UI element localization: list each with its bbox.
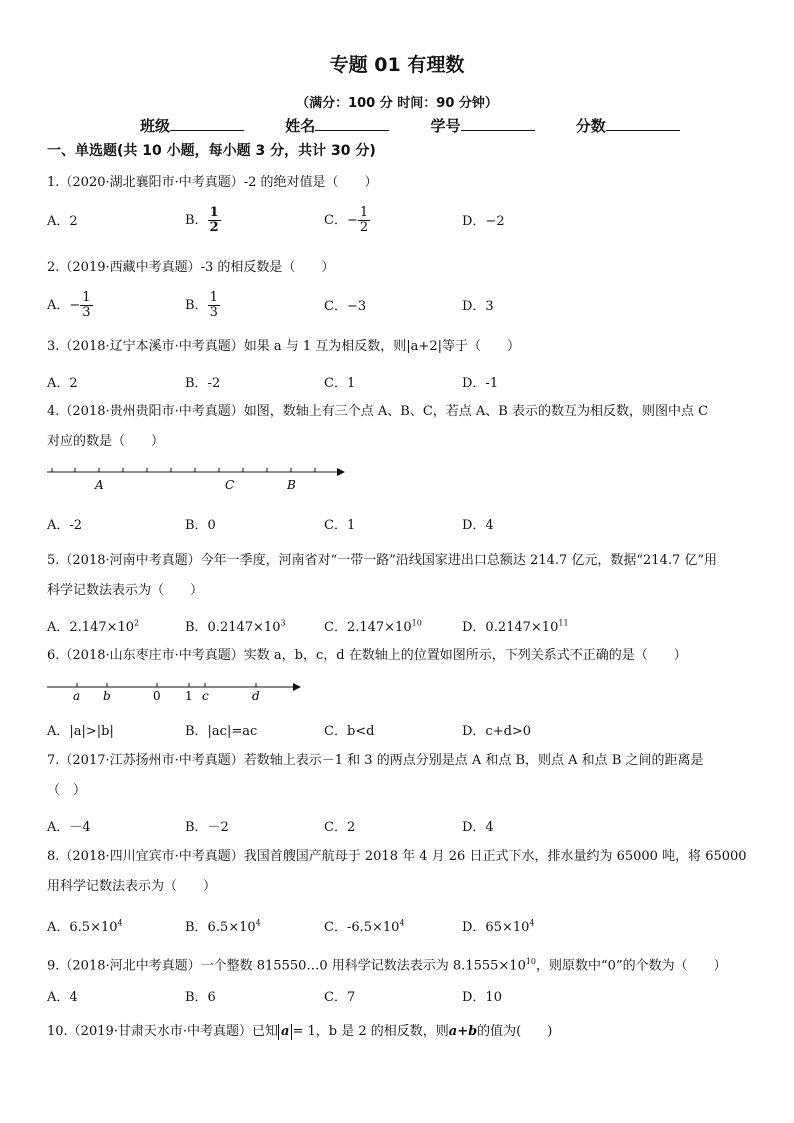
one-label: 1 bbox=[185, 689, 193, 703]
question-9 bbox=[47, 947, 747, 981]
question-text-mid: ，b 是 2 的相反数，则 bbox=[315, 1024, 449, 1039]
question-8-options bbox=[47, 916, 747, 944]
question-9-options bbox=[47, 986, 747, 1014]
absolute-value: a bbox=[278, 1024, 292, 1040]
option-a[interactable]: A．4 bbox=[47, 990, 78, 1005]
option-b[interactable]: B．0 bbox=[185, 518, 216, 533]
exponent: 11 bbox=[558, 618, 569, 628]
question-6-options bbox=[47, 720, 747, 748]
option-text: C．-6.5×10 bbox=[324, 920, 400, 935]
class-label: 班级 bbox=[140, 117, 171, 135]
option-b[interactable]: B．6 bbox=[185, 990, 216, 1005]
fraction bbox=[208, 206, 221, 235]
exponent: 4 bbox=[255, 918, 261, 928]
option-d[interactable]: D．4 bbox=[462, 518, 494, 533]
exponent: 4 bbox=[399, 918, 405, 928]
numerator: 1 bbox=[209, 205, 219, 220]
option-a[interactable]: A．－4 bbox=[47, 820, 91, 835]
option-d[interactable] bbox=[462, 916, 535, 935]
zero-label: 0 bbox=[153, 689, 161, 703]
student-info-fields bbox=[140, 115, 740, 136]
point-b-label: B bbox=[287, 478, 296, 492]
question-text-tail: 的值为( ) bbox=[477, 1024, 553, 1039]
score-label: 分数 bbox=[575, 117, 606, 135]
option-c[interactable] bbox=[324, 616, 422, 635]
fraction bbox=[80, 291, 92, 320]
question-3: 3.（2018·辽宁本溪市·中考真题）如果 a 与 1 互为相反数，则|a+2|等于（ ） bbox=[47, 339, 520, 354]
class-blank[interactable] bbox=[170, 116, 244, 131]
numerator: 1 bbox=[82, 290, 91, 305]
question-7-cont: （ ） bbox=[47, 783, 87, 798]
axis-arrow bbox=[337, 468, 345, 476]
id-blank[interactable] bbox=[461, 116, 535, 131]
score-blank[interactable] bbox=[606, 116, 680, 131]
question-2-options bbox=[47, 290, 747, 323]
question-4: 4.（2018·贵州贵阳市·中考真题）如图，数轴上有三个点 A、B、C，若点 A、B 表示的数互为相反数，则图中点 C bbox=[47, 404, 709, 419]
point-b-label: b bbox=[103, 689, 111, 703]
option-d[interactable]: D．4 bbox=[462, 820, 494, 835]
option-a[interactable]: A．-2 bbox=[47, 518, 83, 533]
section-heading: 一、单选题(共 10 小题，每小题 3 分，共计 30 分) bbox=[47, 143, 376, 159]
question-8: 8.（2018·四川宜宾市·中考真题）我国首艘国产航母于 2018 年 4 月 26 日正式下水，排水量约为 65000 吨，将 65000 bbox=[47, 849, 747, 864]
denominator: 3 bbox=[209, 305, 218, 320]
option-c[interactable] bbox=[324, 916, 405, 935]
option-a[interactable]: A．2 bbox=[47, 214, 78, 229]
option-c[interactable]: C．2 bbox=[324, 820, 356, 835]
question-7: 7.（2017·江苏扬州市·中考真题）若数轴上表示－1 和 3 的两点分别是点 A 和点 B，则点 A 和点 B 之间的距离是 bbox=[47, 753, 704, 768]
option-d[interactable] bbox=[462, 616, 569, 635]
point-a-label: A bbox=[95, 478, 104, 492]
numerator: 1 bbox=[359, 205, 369, 220]
option-text: A．6.5×10 bbox=[47, 920, 118, 935]
question-1-options bbox=[47, 205, 747, 238]
option-b[interactable] bbox=[185, 206, 221, 235]
option-text: D．0.2147×10 bbox=[462, 620, 559, 635]
option-prefix: A．− bbox=[47, 298, 81, 313]
option-prefix: B． bbox=[185, 298, 208, 313]
axis-ticks bbox=[52, 468, 315, 472]
numerator: 1 bbox=[209, 290, 218, 305]
page-subtitle: （满分：100 分 时间：90 分钟） bbox=[296, 96, 498, 111]
question-text: 9.（2018·河北中考真题）一个整数 815550…0 用科学记数法表示为 8.1555×10 bbox=[47, 958, 526, 974]
question-2: 2.（2019·西藏中考真题）-3 的相反数是（ ） bbox=[47, 260, 335, 275]
question-1: 1.（2020·湖北襄阳市·中考真题）-2 的绝对值是（ ） bbox=[47, 175, 378, 190]
question-5-options bbox=[47, 616, 747, 644]
exponent: 2 bbox=[134, 618, 140, 628]
page-title: 专题 01 有理数 bbox=[329, 54, 465, 76]
expression: a+b bbox=[448, 1024, 478, 1039]
name-blank[interactable] bbox=[315, 116, 389, 131]
point-c-label: c bbox=[202, 689, 209, 703]
exponent: 3 bbox=[280, 618, 286, 628]
option-b[interactable]: B．-2 bbox=[185, 376, 221, 391]
point-d-label: d bbox=[252, 689, 260, 703]
option-d[interactable]: D．−2 bbox=[462, 214, 505, 229]
option-c[interactable] bbox=[324, 206, 370, 235]
option-text: D．65×10 bbox=[462, 920, 530, 935]
option-text: C．2.147×10 bbox=[324, 620, 412, 635]
question-7-options bbox=[47, 816, 747, 844]
question-5: 5.（2018·河南中考真题）今年一季度，河南省对“一带一路”沿线国家进出口总额达 214.7 亿元，数据“214.7 亿”用 bbox=[47, 553, 718, 568]
option-text: A．2.147×10 bbox=[47, 620, 135, 635]
option-a[interactable]: A．2 bbox=[47, 376, 78, 391]
question-4-cont: 对应的数是（ ） bbox=[47, 434, 165, 449]
option-c[interactable]: C．1 bbox=[324, 518, 356, 533]
exponent: 10 bbox=[411, 618, 422, 628]
question-text-tail: ，则原数中“0”的个数为（ ） bbox=[536, 958, 727, 974]
question-text: 10.（2019·甘肃天水市·中考真题）已知 bbox=[47, 1024, 279, 1039]
axis-ticks bbox=[77, 683, 256, 687]
equation: = 1 bbox=[292, 1024, 316, 1039]
number-line-q4 bbox=[47, 462, 347, 494]
option-c[interactable]: C．7 bbox=[324, 990, 356, 1005]
exponent: 10 bbox=[525, 957, 537, 966]
point-c-label: C bbox=[225, 478, 235, 492]
number-line-q6 bbox=[47, 676, 307, 706]
name-label: 姓名 bbox=[285, 117, 316, 135]
option-c[interactable]: C．1 bbox=[324, 376, 356, 391]
option-d[interactable]: D．c+d>0 bbox=[462, 724, 532, 739]
option-a[interactable] bbox=[47, 291, 93, 320]
option-d[interactable]: D．10 bbox=[462, 990, 502, 1005]
option-b[interactable] bbox=[185, 616, 286, 635]
option-b[interactable]: B．－2 bbox=[185, 820, 229, 835]
option-text: B．0.2147×10 bbox=[185, 620, 281, 635]
option-c[interactable]: C．b<d bbox=[324, 724, 375, 739]
option-a[interactable]: A．|a|>|b| bbox=[47, 724, 114, 739]
option-a[interactable] bbox=[47, 916, 123, 935]
fraction bbox=[208, 291, 220, 320]
exponent: 4 bbox=[529, 918, 535, 928]
option-prefix: B． bbox=[185, 213, 208, 228]
option-a[interactable] bbox=[47, 616, 139, 635]
id-label: 学号 bbox=[430, 117, 461, 135]
fraction bbox=[358, 206, 370, 235]
option-d[interactable]: D．-1 bbox=[462, 376, 499, 391]
question-5-cont: 科学记数法表示为（ ） bbox=[47, 583, 204, 598]
option-c[interactable]: C．−3 bbox=[324, 299, 367, 314]
option-prefix: C．− bbox=[324, 213, 358, 228]
option-b[interactable] bbox=[185, 291, 220, 320]
axis-arrow bbox=[293, 683, 301, 691]
option-text: B．6.5×10 bbox=[185, 920, 256, 935]
denominator: 2 bbox=[359, 220, 369, 235]
option-b[interactable]: B．|ac|=ac bbox=[185, 724, 258, 739]
question-8-cont: 用科学记数法表示为（ ） bbox=[47, 879, 217, 894]
question-6: 6.（2018·山东枣庄市·中考真题）实数 a，b，c，d 在数轴上的位置如图所示，下列关系式不正确的是（ ） bbox=[47, 648, 687, 663]
denominator: 2 bbox=[209, 220, 219, 235]
exponent: 4 bbox=[117, 918, 123, 928]
question-4-options bbox=[47, 514, 747, 542]
denominator: 3 bbox=[82, 305, 91, 320]
point-a-label: a bbox=[73, 689, 81, 703]
question-3-options bbox=[47, 372, 747, 400]
question-10 bbox=[47, 1017, 747, 1047]
option-d[interactable]: D．3 bbox=[462, 299, 494, 314]
option-b[interactable] bbox=[185, 916, 261, 935]
